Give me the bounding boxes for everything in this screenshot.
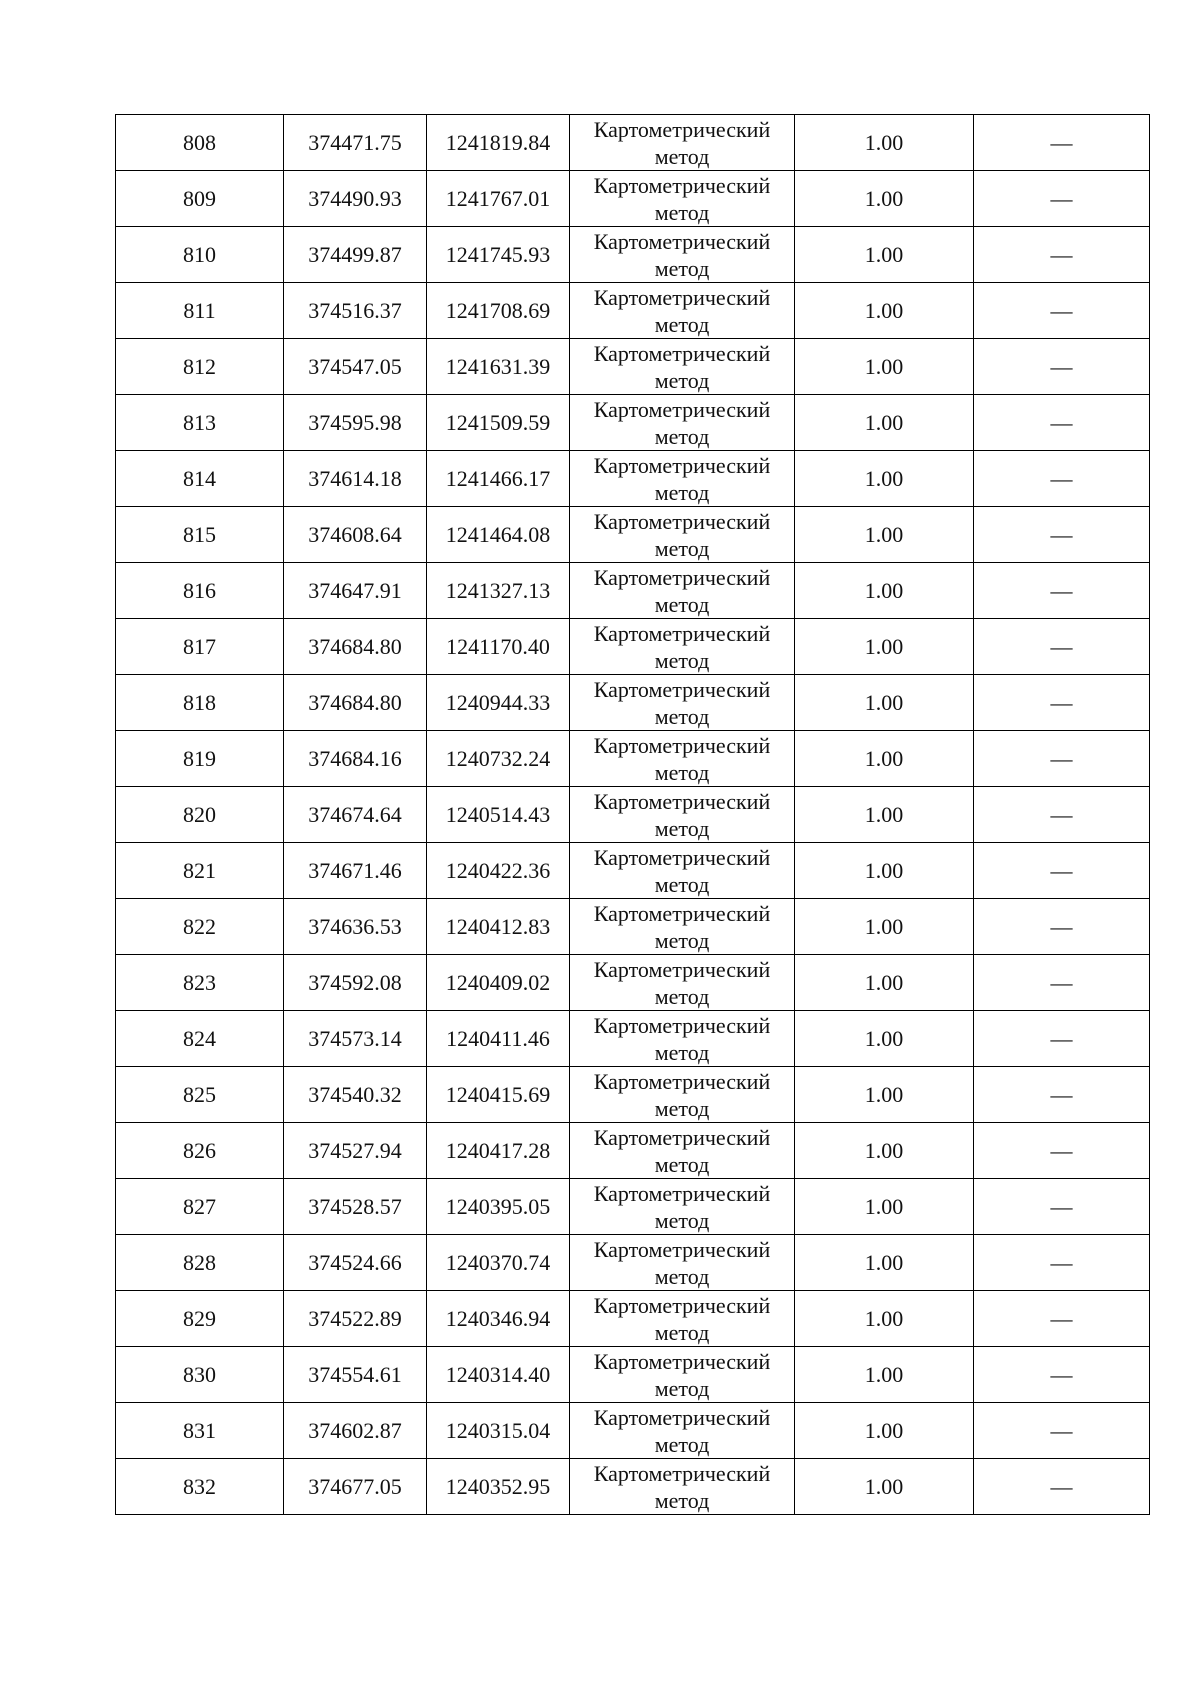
point-number-cell: 812 <box>116 339 284 395</box>
accuracy-cell: 1.00 <box>795 675 974 731</box>
table-row <box>116 1067 1150 1123</box>
x-coordinate-cell: 374614.18 <box>284 451 427 507</box>
accuracy-cell: 1.00 <box>795 1235 974 1291</box>
method-text-line1: Картометрический <box>593 508 771 534</box>
method-text-line2: метод <box>654 311 710 337</box>
accuracy-cell: 1.00 <box>795 787 974 843</box>
y-coordinate-cell: 1240415.69 <box>427 1067 570 1123</box>
x-coordinate-cell: 374684.80 <box>284 675 427 731</box>
y-coordinate-cell: 1240395.05 <box>427 1179 570 1235</box>
method-text-line1: Картометрический <box>593 340 771 366</box>
x-coordinate-cell: 374490.93 <box>284 171 427 227</box>
accuracy-cell: 1.00 <box>795 843 974 899</box>
method-cell <box>570 1291 795 1347</box>
method-cell <box>570 227 795 283</box>
note-cell: — <box>974 1179 1150 1235</box>
point-number-cell: 820 <box>116 787 284 843</box>
method-text-line2: метод <box>654 1487 710 1513</box>
x-coordinate-cell: 374636.53 <box>284 899 427 955</box>
accuracy-cell: 1.00 <box>795 1179 974 1235</box>
method-text-line2: метод <box>654 927 710 953</box>
method-text-line1: Картометрический <box>593 788 771 814</box>
y-coordinate-cell: 1240409.02 <box>427 955 570 1011</box>
x-coordinate-cell: 374592.08 <box>284 955 427 1011</box>
y-coordinate-cell: 1240412.83 <box>427 899 570 955</box>
point-number-cell: 829 <box>116 1291 284 1347</box>
accuracy-cell: 1.00 <box>795 1459 974 1515</box>
point-number-cell: 832 <box>116 1459 284 1515</box>
note-cell: — <box>974 339 1150 395</box>
x-coordinate-cell: 374602.87 <box>284 1403 427 1459</box>
note-cell: — <box>974 1347 1150 1403</box>
method-cell <box>570 507 795 563</box>
note-cell: — <box>974 115 1150 171</box>
table-row <box>116 675 1150 731</box>
y-coordinate-cell: 1241170.40 <box>427 619 570 675</box>
table-row <box>116 1235 1150 1291</box>
method-cell <box>570 451 795 507</box>
point-number-cell: 823 <box>116 955 284 1011</box>
point-number-cell: 824 <box>116 1011 284 1067</box>
method-text-line2: метод <box>654 1039 710 1065</box>
method-text-line1: Картометрический <box>593 1404 771 1430</box>
accuracy-cell: 1.00 <box>795 619 974 675</box>
method-cell <box>570 115 795 171</box>
method-text-line1: Картометрический <box>593 116 771 142</box>
method-text-line1: Картометрический <box>593 1292 771 1318</box>
point-number-cell: 825 <box>116 1067 284 1123</box>
method-text-line1: Картометрический <box>593 1012 771 1038</box>
y-coordinate-cell: 1240352.95 <box>427 1459 570 1515</box>
x-coordinate-cell: 374527.94 <box>284 1123 427 1179</box>
accuracy-cell: 1.00 <box>795 1291 974 1347</box>
x-coordinate-cell: 374554.61 <box>284 1347 427 1403</box>
y-coordinate-cell: 1241509.59 <box>427 395 570 451</box>
y-coordinate-cell: 1240314.40 <box>427 1347 570 1403</box>
table-row <box>116 115 1150 171</box>
accuracy-cell: 1.00 <box>795 451 974 507</box>
note-cell: — <box>974 227 1150 283</box>
method-cell <box>570 843 795 899</box>
y-coordinate-cell: 1240315.04 <box>427 1403 570 1459</box>
method-text-line1: Картометрический <box>593 396 771 422</box>
method-text-line2: метод <box>654 647 710 673</box>
x-coordinate-cell: 374522.89 <box>284 1291 427 1347</box>
note-cell: — <box>974 507 1150 563</box>
table-row <box>116 339 1150 395</box>
x-coordinate-cell: 374674.64 <box>284 787 427 843</box>
y-coordinate-cell: 1240422.36 <box>427 843 570 899</box>
method-text-line1: Картометрический <box>593 620 771 646</box>
note-cell: — <box>974 955 1150 1011</box>
x-coordinate-cell: 374516.37 <box>284 283 427 339</box>
method-text-line2: метод <box>654 535 710 561</box>
y-coordinate-cell: 1241767.01 <box>427 171 570 227</box>
method-text-line1: Картометрический <box>593 844 771 870</box>
y-coordinate-cell: 1240370.74 <box>427 1235 570 1291</box>
method-text-line1: Картометрический <box>593 1068 771 1094</box>
method-text-line2: метод <box>654 1431 710 1457</box>
method-text-line1: Картометрический <box>593 956 771 982</box>
method-cell <box>570 619 795 675</box>
method-cell <box>570 731 795 787</box>
method-cell <box>570 283 795 339</box>
y-coordinate-cell: 1240346.94 <box>427 1291 570 1347</box>
point-number-cell: 817 <box>116 619 284 675</box>
method-text-line1: Картометрический <box>593 1348 771 1374</box>
method-cell <box>570 787 795 843</box>
table-row <box>116 619 1150 675</box>
point-number-cell: 821 <box>116 843 284 899</box>
x-coordinate-cell: 374647.91 <box>284 563 427 619</box>
method-text-line2: метод <box>654 871 710 897</box>
point-number-cell: 810 <box>116 227 284 283</box>
method-cell <box>570 1403 795 1459</box>
method-cell <box>570 1123 795 1179</box>
method-text-line1: Картометрический <box>593 900 771 926</box>
y-coordinate-cell: 1240732.24 <box>427 731 570 787</box>
y-coordinate-cell: 1241819.84 <box>427 115 570 171</box>
accuracy-cell: 1.00 <box>795 115 974 171</box>
accuracy-cell: 1.00 <box>795 899 974 955</box>
point-number-cell: 819 <box>116 731 284 787</box>
note-cell: — <box>974 451 1150 507</box>
table-row <box>116 1403 1150 1459</box>
method-text-line2: метод <box>654 759 710 785</box>
method-cell <box>570 1347 795 1403</box>
point-number-cell: 811 <box>116 283 284 339</box>
method-text-line2: метод <box>654 423 710 449</box>
method-text-line1: Картометрический <box>593 284 771 310</box>
accuracy-cell: 1.00 <box>795 563 974 619</box>
point-number-cell: 827 <box>116 1179 284 1235</box>
table-row <box>116 1347 1150 1403</box>
y-coordinate-cell: 1240944.33 <box>427 675 570 731</box>
note-cell: — <box>974 675 1150 731</box>
method-text-line2: метод <box>654 143 710 169</box>
x-coordinate-cell: 374677.05 <box>284 1459 427 1515</box>
point-number-cell: 808 <box>116 115 284 171</box>
method-cell <box>570 339 795 395</box>
note-cell: — <box>974 171 1150 227</box>
table-row <box>116 899 1150 955</box>
table-row <box>116 395 1150 451</box>
point-number-cell: 816 <box>116 563 284 619</box>
accuracy-cell: 1.00 <box>795 731 974 787</box>
accuracy-cell: 1.00 <box>795 1123 974 1179</box>
method-text-line1: Картометрический <box>593 228 771 254</box>
accuracy-cell: 1.00 <box>795 227 974 283</box>
note-cell: — <box>974 1235 1150 1291</box>
method-cell <box>570 675 795 731</box>
note-cell: — <box>974 787 1150 843</box>
note-cell: — <box>974 1403 1150 1459</box>
x-coordinate-cell: 374499.87 <box>284 227 427 283</box>
accuracy-cell: 1.00 <box>795 1011 974 1067</box>
method-text-line2: метод <box>654 983 710 1009</box>
method-text-line2: метод <box>654 1263 710 1289</box>
method-text-line2: метод <box>654 199 710 225</box>
x-coordinate-cell: 374595.98 <box>284 395 427 451</box>
table-row <box>116 171 1150 227</box>
x-coordinate-cell: 374671.46 <box>284 843 427 899</box>
table-row <box>116 843 1150 899</box>
method-cell <box>570 1459 795 1515</box>
point-number-cell: 822 <box>116 899 284 955</box>
method-cell <box>570 171 795 227</box>
note-cell: — <box>974 1067 1150 1123</box>
accuracy-cell: 1.00 <box>795 339 974 395</box>
method-cell <box>570 899 795 955</box>
method-text-line2: метод <box>654 815 710 841</box>
method-cell <box>570 1179 795 1235</box>
table-row <box>116 1123 1150 1179</box>
y-coordinate-cell: 1240514.43 <box>427 787 570 843</box>
accuracy-cell: 1.00 <box>795 1347 974 1403</box>
table-row <box>116 731 1150 787</box>
point-number-cell: 815 <box>116 507 284 563</box>
x-coordinate-cell: 374528.57 <box>284 1179 427 1235</box>
note-cell: — <box>974 283 1150 339</box>
point-number-cell: 828 <box>116 1235 284 1291</box>
method-text-line2: метод <box>654 1375 710 1401</box>
x-coordinate-cell: 374471.75 <box>284 115 427 171</box>
point-number-cell: 826 <box>116 1123 284 1179</box>
x-coordinate-cell: 374524.66 <box>284 1235 427 1291</box>
method-text-line1: Картометрический <box>593 732 771 758</box>
accuracy-cell: 1.00 <box>795 283 974 339</box>
note-cell: — <box>974 563 1150 619</box>
method-text-line2: метод <box>654 1095 710 1121</box>
accuracy-cell: 1.00 <box>795 1403 974 1459</box>
point-number-cell: 809 <box>116 171 284 227</box>
table-row <box>116 563 1150 619</box>
accuracy-cell: 1.00 <box>795 955 974 1011</box>
y-coordinate-cell: 1241327.13 <box>427 563 570 619</box>
table-row <box>116 1291 1150 1347</box>
accuracy-cell: 1.00 <box>795 171 974 227</box>
table-row <box>116 451 1150 507</box>
method-text-line2: метод <box>654 1319 710 1345</box>
point-number-cell: 813 <box>116 395 284 451</box>
method-text-line2: метод <box>654 255 710 281</box>
x-coordinate-cell: 374547.05 <box>284 339 427 395</box>
method-text-line1: Картометрический <box>593 1124 771 1150</box>
table-row <box>116 507 1150 563</box>
method-cell <box>570 563 795 619</box>
method-text-line1: Картометрический <box>593 676 771 702</box>
table-row <box>116 1459 1150 1515</box>
x-coordinate-cell: 374684.80 <box>284 619 427 675</box>
note-cell: — <box>974 1291 1150 1347</box>
method-text-line1: Картометрический <box>593 1180 771 1206</box>
accuracy-cell: 1.00 <box>795 395 974 451</box>
note-cell: — <box>974 619 1150 675</box>
method-cell <box>570 1067 795 1123</box>
point-number-cell: 814 <box>116 451 284 507</box>
y-coordinate-cell: 1241464.08 <box>427 507 570 563</box>
method-text-line1: Картометрический <box>593 564 771 590</box>
note-cell: — <box>974 899 1150 955</box>
accuracy-cell: 1.00 <box>795 507 974 563</box>
y-coordinate-cell: 1240411.46 <box>427 1011 570 1067</box>
method-text-line1: Картометрический <box>593 452 771 478</box>
point-number-cell: 831 <box>116 1403 284 1459</box>
method-text-line2: метод <box>654 1207 710 1233</box>
table-row <box>116 787 1150 843</box>
method-cell <box>570 955 795 1011</box>
y-coordinate-cell: 1241466.17 <box>427 451 570 507</box>
method-cell <box>570 1235 795 1291</box>
method-cell <box>570 395 795 451</box>
table-row <box>116 955 1150 1011</box>
table-row <box>116 283 1150 339</box>
y-coordinate-cell: 1241708.69 <box>427 283 570 339</box>
method-text-line2: метод <box>654 1151 710 1177</box>
table-row <box>116 227 1150 283</box>
x-coordinate-cell: 374573.14 <box>284 1011 427 1067</box>
table-row <box>116 1011 1150 1067</box>
x-coordinate-cell: 374684.16 <box>284 731 427 787</box>
y-coordinate-cell: 1241631.39 <box>427 339 570 395</box>
coordinates-table-body <box>116 115 1150 1515</box>
accuracy-cell: 1.00 <box>795 1067 974 1123</box>
note-cell: — <box>974 1459 1150 1515</box>
note-cell: — <box>974 395 1150 451</box>
method-cell <box>570 1011 795 1067</box>
method-text-line2: метод <box>654 591 710 617</box>
method-text-line1: Картометрический <box>593 1236 771 1262</box>
coordinates-table <box>115 114 1150 1515</box>
x-coordinate-cell: 374608.64 <box>284 507 427 563</box>
method-text-line1: Картометрический <box>593 1460 771 1486</box>
point-number-cell: 818 <box>116 675 284 731</box>
note-cell: — <box>974 1011 1150 1067</box>
y-coordinate-cell: 1240417.28 <box>427 1123 570 1179</box>
method-text-line1: Картометрический <box>593 172 771 198</box>
y-coordinate-cell: 1241745.93 <box>427 227 570 283</box>
method-text-line2: метод <box>654 367 710 393</box>
note-cell: — <box>974 1123 1150 1179</box>
x-coordinate-cell: 374540.32 <box>284 1067 427 1123</box>
table-row <box>116 1179 1150 1235</box>
method-text-line2: метод <box>654 479 710 505</box>
note-cell: — <box>974 731 1150 787</box>
note-cell: — <box>974 843 1150 899</box>
point-number-cell: 830 <box>116 1347 284 1403</box>
method-text-line2: метод <box>654 703 710 729</box>
